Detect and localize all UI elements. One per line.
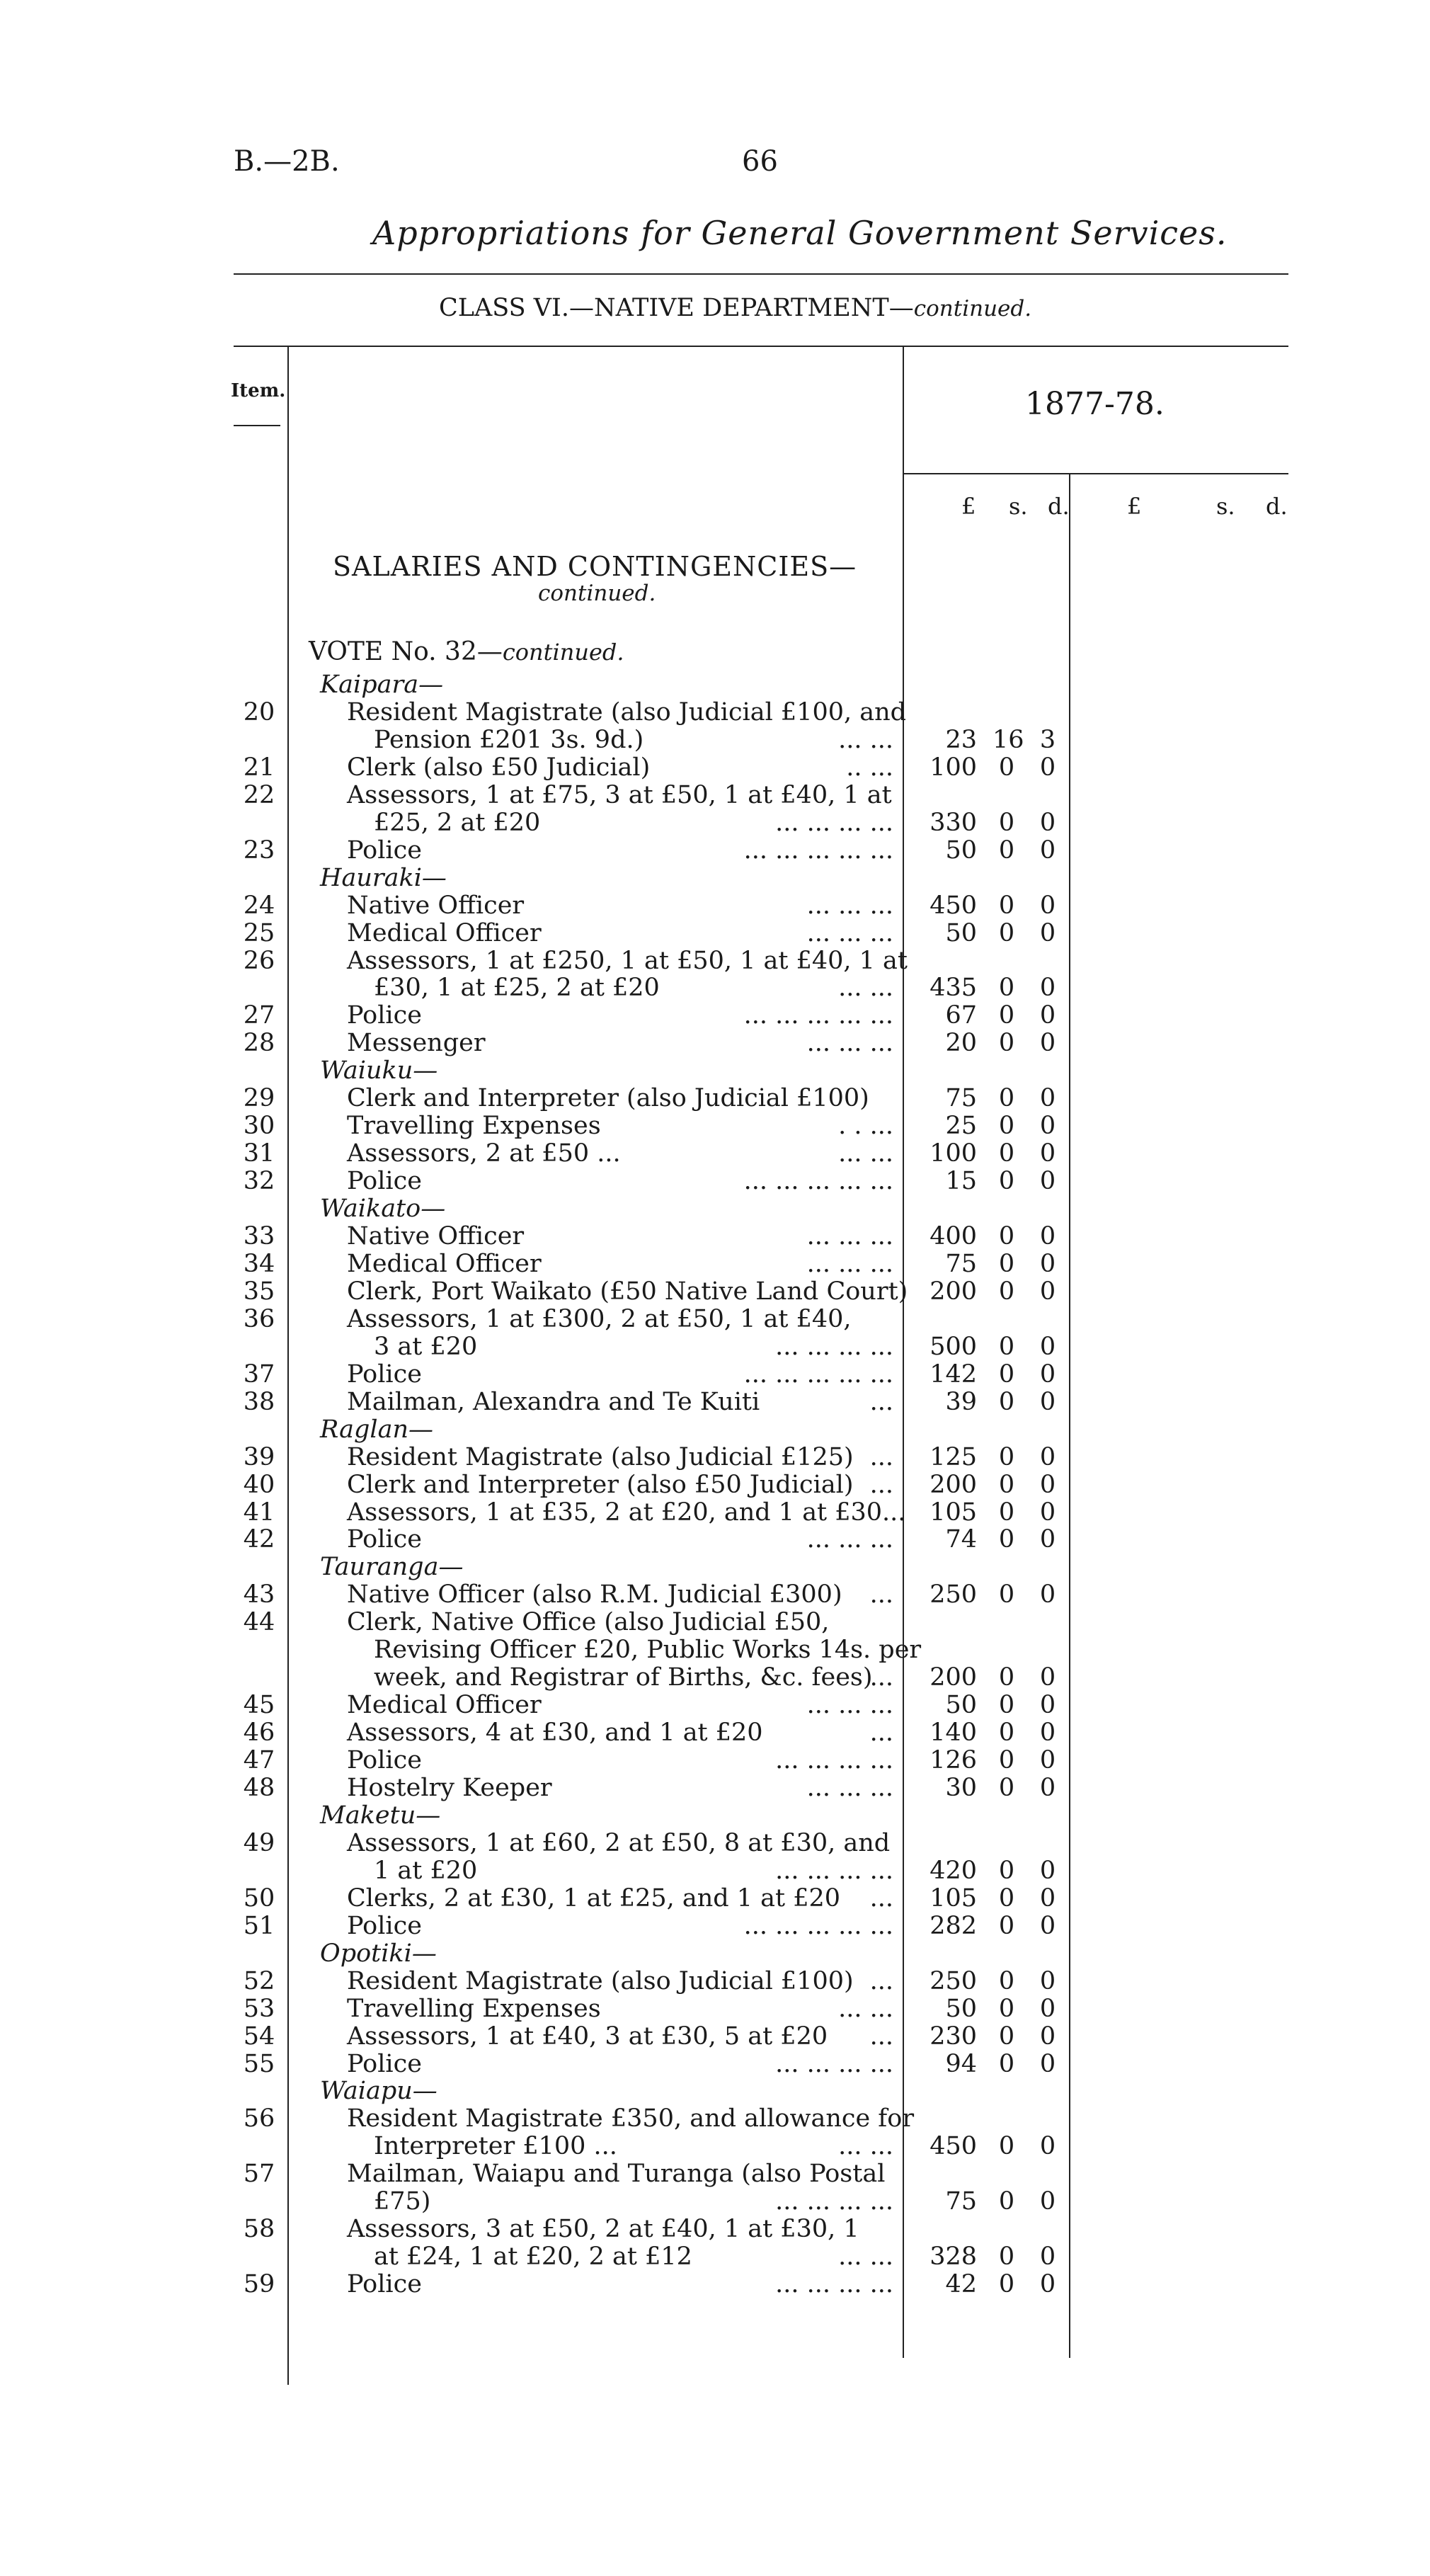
amount-pence: 0: [1039, 1139, 1056, 1168]
place-heading: Tauranga—: [320, 1553, 464, 1581]
amount-pounds: 94: [945, 2050, 977, 2078]
amount-pounds: 75: [945, 1084, 977, 1112]
amount-pounds: 500: [930, 1333, 977, 1361]
amount-pence: 0: [1039, 836, 1056, 865]
amount-shillings: 16: [993, 726, 1024, 754]
leader-dots: ...: [869, 1443, 893, 1471]
amount-pounds: 142: [930, 1360, 977, 1389]
item-number: 30: [243, 1112, 275, 1140]
item-description: Native Officer: [347, 891, 525, 920]
amount-pounds: 282: [930, 1912, 977, 1940]
item-number: 25: [243, 919, 275, 947]
class-title: [439, 294, 1031, 322]
leader-dots: ... ...: [838, 2242, 893, 2271]
amount-shillings: 0: [998, 2132, 1015, 2160]
leader-dots: ... ... ...: [806, 1250, 893, 1278]
item-number: 58: [243, 2215, 275, 2243]
amount-shillings: 0: [998, 1222, 1015, 1250]
amount-pence: 0: [1039, 1333, 1056, 1361]
leader-dots: ... ... ... ...: [775, 1333, 893, 1361]
vote-number: VOTE No. 32—: [309, 637, 503, 666]
amount-shillings: 0: [998, 1112, 1015, 1140]
amount-shillings: 0: [998, 919, 1015, 947]
amount-shillings: 0: [998, 1167, 1015, 1195]
item-number: 56: [243, 2104, 275, 2133]
amount-shillings: 0: [998, 1029, 1015, 1057]
item-description: Assessors, 4 at £30, and 1 at £20: [347, 1719, 763, 1747]
amount-pounds: 435: [930, 974, 977, 1002]
amount-shillings: 0: [998, 2242, 1015, 2271]
item-number: 46: [243, 1719, 275, 1747]
leader-dots: ... ... ... ...: [775, 1746, 893, 1774]
item-description: Medical Officer: [347, 1691, 542, 1719]
item-head-underline: [234, 425, 280, 426]
amount-shillings: 0: [998, 1691, 1015, 1719]
item-number: 20: [243, 698, 275, 726]
class-title-continued: continued.: [913, 296, 1032, 321]
item-number: 38: [243, 1388, 275, 1416]
amount-shillings: 0: [998, 1388, 1015, 1416]
amount-pence: 0: [1039, 974, 1056, 1002]
item-description: Assessors, 1 at £250, 1 at £50, 1 at £40, 1 at: [347, 947, 908, 975]
amount-pounds: 250: [930, 1580, 977, 1609]
leader-dots: . . ...: [838, 1112, 893, 1140]
amount-pounds: 105: [930, 1498, 977, 1527]
item-description: Assessors, 1 at £75, 3 at £50, 1 at £40, 1 at: [347, 781, 892, 809]
leader-dots: .. ...: [846, 753, 893, 782]
item-description: Assessors, 1 at £60, 2 at £50, 8 at £30, and: [347, 1829, 891, 1857]
amount-pence: 0: [1039, 1471, 1056, 1499]
item-description: Assessors, 1 at £35, 2 at £20, and 1 at £30...: [347, 1498, 906, 1527]
amount-shillings: 0: [998, 1084, 1015, 1112]
item-number: 52: [243, 1967, 275, 1995]
amount-pence: 0: [1039, 1525, 1056, 1554]
item-description-continued: 1 at £20: [374, 1857, 478, 1885]
item-description: Clerk, Port Waikato (£50 Native Land Court): [347, 1277, 908, 1306]
amount-pence: 0: [1039, 1498, 1056, 1527]
place-heading: Kaipara—: [320, 671, 444, 699]
item-description: Resident Magistrate £350, and allowance for: [347, 2104, 915, 2133]
table-top-rule: [234, 346, 1288, 347]
leader-dots: ...: [869, 1388, 893, 1416]
place-heading: Raglan—: [320, 1415, 434, 1444]
leader-dots: ...: [869, 1967, 893, 1995]
item-description: Clerk, Native Office (also Judicial £50,: [347, 1608, 830, 1636]
item-number: 49: [243, 1829, 275, 1857]
item-number: 36: [243, 1305, 275, 1333]
item-number: 33: [243, 1222, 275, 1250]
amount-pounds: 328: [930, 2242, 977, 2271]
amount-shillings: 0: [998, 1995, 1015, 2023]
item-number: 57: [243, 2160, 275, 2188]
amount-shillings: 0: [998, 1746, 1015, 1774]
leader-dots: ... ... ... ...: [775, 1857, 893, 1885]
amount-pence: 0: [1039, 2270, 1056, 2298]
leader-dots: ...: [869, 1663, 893, 1692]
amount-column-rule: [903, 347, 904, 2358]
amount-pounds: 39: [945, 1388, 977, 1416]
item-number: 47: [243, 1746, 275, 1774]
amount-shillings: 0: [998, 1333, 1015, 1361]
item-column-header: Item.: [231, 380, 286, 401]
amount-shillings: 0: [998, 1967, 1015, 1995]
amount-pence: 0: [1039, 1388, 1056, 1416]
amount-pounds: 75: [945, 2187, 977, 2216]
leader-dots: ... ... ... ... ...: [743, 836, 893, 865]
item-number: 54: [243, 2022, 275, 2051]
amount-pence: 0: [1039, 2187, 1056, 2216]
item-description: Police: [347, 1525, 422, 1554]
amount-pence: 0: [1039, 1277, 1056, 1306]
amount-pounds: 67: [945, 1001, 977, 1030]
amount-pence: 0: [1039, 2242, 1056, 2271]
item-number: 34: [243, 1250, 275, 1278]
item-description-continued: Pension £201 3s. 9d.): [374, 726, 644, 754]
amount-pence: 0: [1039, 1884, 1056, 1913]
amount-shillings: 0: [998, 1884, 1015, 1913]
amount-pence: 0: [1039, 809, 1056, 837]
place-heading: Waiuku—: [320, 1056, 438, 1085]
amount-shillings: 0: [998, 1250, 1015, 1278]
item-number: 21: [243, 753, 275, 782]
item-description: Police: [347, 1746, 422, 1774]
amount-shillings: 0: [998, 809, 1015, 837]
amount-pounds: 50: [945, 836, 977, 865]
item-description: Medical Officer: [347, 1250, 542, 1278]
amount-shillings: 0: [998, 1498, 1015, 1527]
leader-dots: ... ... ...: [806, 1029, 893, 1057]
item-number: 40: [243, 1471, 275, 1499]
leader-dots: ... ... ... ... ...: [743, 1912, 893, 1940]
leader-dots: ...: [869, 1580, 893, 1609]
item-number: 32: [243, 1167, 275, 1195]
amount-pounds: 450: [930, 891, 977, 920]
amount-shillings: 0: [998, 1277, 1015, 1306]
amount-pence: 0: [1039, 1029, 1056, 1057]
amount-pence: 0: [1039, 1084, 1056, 1112]
leader-dots: ...: [869, 1884, 893, 1913]
amount-shillings: 0: [998, 1663, 1015, 1692]
amount-pounds: 126: [930, 1746, 977, 1774]
item-description: Police: [347, 2050, 422, 2078]
item-number: 22: [243, 781, 275, 809]
amount-pence: 0: [1039, 1443, 1056, 1471]
shillings-header: s.: [1009, 493, 1028, 520]
amount-pounds: 330: [930, 809, 977, 837]
amount-pounds: 23: [945, 726, 977, 754]
item-description: Clerks, 2 at £30, 1 at £25, and 1 at £20: [347, 1884, 841, 1913]
item-description: Assessors, 1 at £40, 3 at £30, 5 at £20: [347, 2022, 828, 2051]
page-number: 66: [742, 145, 778, 178]
item-description: Clerk and Interpreter (also £50 Judicial): [347, 1471, 854, 1499]
amount-shillings: 0: [998, 1443, 1015, 1471]
item-description: Clerk and Interpreter (also Judicial £100): [347, 1084, 869, 1112]
amount-pence: 0: [1039, 1912, 1056, 1940]
amount-pence: 0: [1039, 1360, 1056, 1389]
pence-header-2: d.: [1266, 493, 1288, 520]
item-description: Police: [347, 836, 422, 865]
item-number: 42: [243, 1525, 275, 1554]
item-description: Native Officer (also R.M. Judicial £300): [347, 1580, 842, 1609]
place-heading: Waiapu—: [320, 2077, 437, 2105]
item-description-continued: Revising Officer £20, Public Works 14s. per: [374, 1636, 922, 1664]
amount-pounds: 50: [945, 1691, 977, 1719]
section-continued: continued.: [538, 581, 656, 606]
amount-shillings: 0: [998, 1774, 1015, 1802]
amount-pence: 0: [1039, 1774, 1056, 1802]
leader-dots: ... ... ...: [806, 1774, 893, 1802]
section-title: SALARIES AND CONTINGENCIES—: [333, 551, 857, 582]
amount-pence: 0: [1039, 1857, 1056, 1885]
leader-dots: ... ... ... ...: [775, 2270, 893, 2298]
amount-pounds: 400: [930, 1222, 977, 1250]
pence-header: d.: [1048, 493, 1070, 520]
item-description: Police: [347, 1360, 422, 1389]
item-description-continued: week, and Registrar of Births, &c. fees): [374, 1663, 873, 1692]
page-title: Appropriations for General Government Services.: [372, 214, 1228, 252]
amount-pounds: 75: [945, 1250, 977, 1278]
item-description: Travelling Expenses: [347, 1995, 601, 2023]
amount-pounds: 200: [930, 1471, 977, 1499]
pounds-header: £: [961, 493, 976, 520]
item-description-continued: £30, 1 at £25, 2 at £20: [374, 974, 660, 1002]
amount-shillings: 0: [998, 836, 1015, 865]
leader-dots: ... ... ... ... ...: [743, 1001, 893, 1030]
amount-pence: 0: [1039, 2022, 1056, 2051]
amount-pounds: 100: [930, 1139, 977, 1168]
leader-dots: ... ...: [838, 726, 893, 754]
amount-pence: 0: [1039, 1580, 1056, 1609]
item-description-continued: £75): [374, 2187, 431, 2216]
amount-shillings: 0: [998, 1912, 1015, 1940]
place-heading: Opotiki—: [320, 1939, 437, 1968]
amount-pence: 0: [1039, 1167, 1056, 1195]
year-header: 1877-78.: [1025, 386, 1165, 422]
item-description-continued: £25, 2 at £20: [374, 809, 541, 837]
amount-pounds: 100: [930, 753, 977, 782]
leader-dots: ... ... ...: [806, 1525, 893, 1554]
pounds-header-2: £: [1127, 493, 1142, 520]
item-description: Mailman, Alexandra and Te Kuiti: [347, 1388, 760, 1416]
item-description: Travelling Expenses: [347, 1112, 601, 1140]
item-number: 50: [243, 1884, 275, 1913]
item-number: 59: [243, 2270, 275, 2298]
amount-pence: 0: [1039, 1001, 1056, 1030]
amount-pence: 0: [1039, 1967, 1056, 1995]
amount-pounds: 200: [930, 1277, 977, 1306]
amount-pounds: 450: [930, 2132, 977, 2160]
leader-dots: ...: [869, 2022, 893, 2051]
item-number: 27: [243, 1001, 275, 1030]
report-reference: B.—2B.: [234, 145, 340, 178]
amount-shillings: 0: [998, 1360, 1015, 1389]
item-description: Assessors, 3 at £50, 2 at £40, 1 at £30, 1: [347, 2215, 859, 2243]
amount-shillings: 0: [998, 1857, 1015, 1885]
amount-pounds: 25: [945, 1112, 977, 1140]
leader-dots: ... ... ... ... ...: [743, 1167, 893, 1195]
item-description-continued: 3 at £20: [374, 1333, 478, 1361]
amount-pence: 0: [1039, 2050, 1056, 2078]
amount-pence: 0: [1039, 1995, 1056, 2023]
vote-continued: continued.: [502, 639, 624, 666]
leader-dots: ... ... ...: [806, 1222, 893, 1250]
amount-pounds: 125: [930, 1443, 977, 1471]
top-rule: [234, 273, 1288, 275]
place-heading: Maketu—: [320, 1801, 441, 1830]
amount-shillings: 0: [998, 2050, 1015, 2078]
amount-pence: 0: [1039, 1746, 1056, 1774]
item-number: 26: [243, 947, 275, 975]
amount-pounds: 105: [930, 1884, 977, 1913]
leader-dots: ... ... ... ...: [775, 809, 893, 837]
amount-pence: 0: [1039, 1250, 1056, 1278]
item-number: 55: [243, 2050, 275, 2078]
item-number: 39: [243, 1443, 275, 1471]
leader-dots: ...: [869, 1471, 893, 1499]
amount-shillings: 0: [998, 1580, 1015, 1609]
amount-shillings: 0: [998, 1001, 1015, 1030]
amount-shillings: 0: [998, 974, 1015, 1002]
year-underline: [903, 473, 1288, 474]
amount-pence: 0: [1039, 1112, 1056, 1140]
amount-shillings: 0: [998, 2022, 1015, 2051]
item-number: 28: [243, 1029, 275, 1057]
amount-pounds: 15: [945, 1167, 977, 1195]
amount-shillings: 0: [998, 2270, 1015, 2298]
amount-pounds: 50: [945, 919, 977, 947]
item-description: Police: [347, 1167, 422, 1195]
item-number: 45: [243, 1691, 275, 1719]
amount-shillings: 0: [998, 753, 1015, 782]
amount-pence: 0: [1039, 2132, 1056, 2160]
item-description-continued: at £24, 1 at £20, 2 at £12: [374, 2242, 692, 2271]
leader-dots: ...: [869, 1719, 893, 1747]
item-number: 43: [243, 1580, 275, 1609]
item-description: Messenger: [347, 1029, 486, 1057]
item-number: 24: [243, 891, 275, 920]
amount-pounds: 74: [945, 1525, 977, 1554]
leader-dots: ... ...: [838, 1995, 893, 2023]
amount-shillings: 0: [998, 2187, 1015, 2216]
class-title-text: CLASS VI.—NATIVE DEPARTMENT—: [439, 294, 914, 322]
amount-shillings: 0: [998, 1525, 1015, 1554]
leader-dots: ... ... ...: [806, 1691, 893, 1719]
amount-shillings: 0: [998, 1471, 1015, 1499]
leader-dots: ... ... ... ...: [775, 2050, 893, 2078]
item-description: Native Officer: [347, 1222, 525, 1250]
item-number: 48: [243, 1774, 275, 1802]
item-description: Resident Magistrate (also Judicial £125): [347, 1443, 854, 1471]
item-number: 51: [243, 1912, 275, 1940]
leader-dots: ... ... ...: [806, 891, 893, 920]
item-number: 29: [243, 1084, 275, 1112]
item-description: Police: [347, 1001, 422, 1030]
amount-pence: 0: [1039, 919, 1056, 947]
leader-dots: ... ... ... ... ...: [743, 1360, 893, 1389]
item-number: 44: [243, 1608, 275, 1636]
item-description: Assessors, 1 at £300, 2 at £50, 1 at £40,: [347, 1305, 852, 1333]
place-heading: Hauraki—: [320, 864, 447, 892]
inner-amount-rule: [1069, 474, 1070, 2358]
amount-pence: 0: [1039, 891, 1056, 920]
amount-shillings: 0: [998, 1719, 1015, 1747]
leader-dots: ... ... ...: [806, 919, 893, 947]
item-description: Police: [347, 2270, 422, 2298]
item-description: Hostelry Keeper: [347, 1774, 552, 1802]
amount-pounds: 250: [930, 1967, 977, 1995]
amount-pounds: 200: [930, 1663, 977, 1692]
item-description: Resident Magistrate (also Judicial £100): [347, 1967, 854, 1995]
item-number: 37: [243, 1360, 275, 1389]
item-description: Police: [347, 1912, 422, 1940]
item-description: Resident Magistrate (also Judicial £100, and: [347, 698, 907, 726]
vote-heading: [309, 637, 624, 666]
amount-pence: 0: [1039, 753, 1056, 782]
item-number: 31: [243, 1139, 275, 1168]
item-number: 35: [243, 1277, 275, 1306]
item-description: Medical Officer: [347, 919, 542, 947]
item-description: Clerk (also £50 Judicial): [347, 753, 651, 782]
amount-pounds: 420: [930, 1857, 977, 1885]
item-description: Mailman, Waiapu and Turanga (also Postal: [347, 2160, 886, 2188]
amount-pence: 0: [1039, 1691, 1056, 1719]
amount-shillings: 0: [998, 1139, 1015, 1168]
leader-dots: ... ...: [838, 1139, 893, 1168]
amount-pounds: 20: [945, 1029, 977, 1057]
amount-pounds: 50: [945, 1995, 977, 2023]
amount-pounds: 30: [945, 1774, 977, 1802]
item-description: Assessors, 2 at £50 ...: [347, 1139, 621, 1168]
item-description-continued: Interpreter £100 ...: [374, 2132, 617, 2160]
place-heading: Waikato—: [320, 1195, 446, 1223]
leader-dots: ... ... ... ...: [775, 2187, 893, 2216]
amount-pounds: 230: [930, 2022, 977, 2051]
item-column-rule: [287, 347, 289, 2385]
amount-pence: 3: [1039, 726, 1056, 754]
leader-dots: ... ...: [838, 974, 893, 1002]
item-number: 53: [243, 1995, 275, 2023]
item-number: 23: [243, 836, 275, 865]
amount-pence: 0: [1039, 1719, 1056, 1747]
amount-pounds: 42: [945, 2270, 977, 2298]
shillings-header-2: s.: [1216, 493, 1235, 520]
amount-shillings: 0: [998, 891, 1015, 920]
item-number: 41: [243, 1498, 275, 1527]
amount-pence: 0: [1039, 1222, 1056, 1250]
leader-dots: ... ...: [838, 2132, 893, 2160]
amount-pence: 0: [1039, 1663, 1056, 1692]
amount-pounds: 140: [930, 1719, 977, 1747]
